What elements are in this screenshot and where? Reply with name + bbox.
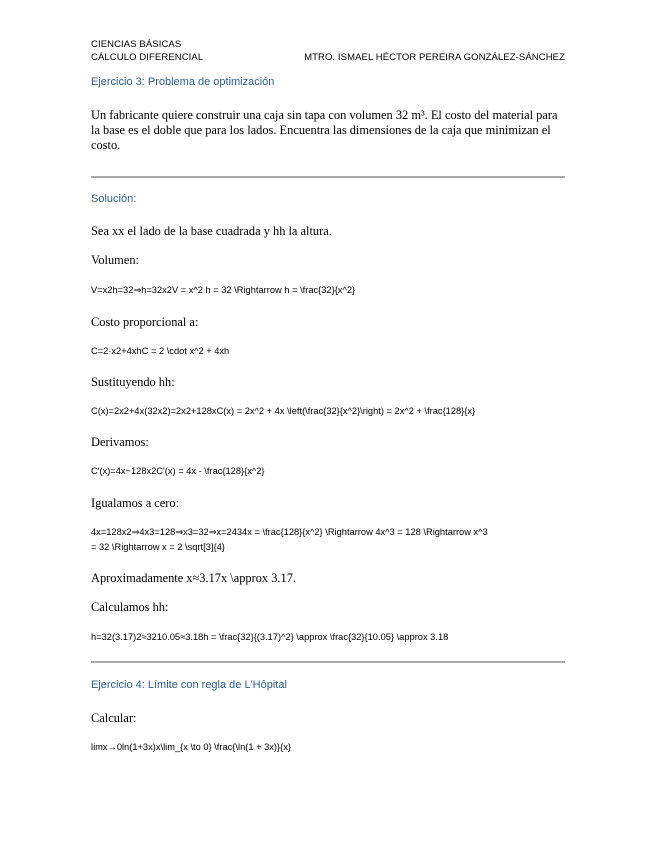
- exercise4-heading: Ejercicio 4: Límite con regla de L'Hôpital: [91, 679, 287, 691]
- zero-formula-line2: = 32 \Rightarrow x = 2 \sqrt[3]{4}: [91, 542, 225, 552]
- header-row: [91, 51, 565, 64]
- page-header: [91, 38, 565, 64]
- cost-formula: C=2·x2+4xhC = 2 \cdot x^2 + 4xh: [91, 346, 230, 356]
- header-institution: CIENCIAS BÁSICAS: [91, 39, 182, 50]
- h-formula: h=32(3.17)2≈3210.05≈3.18h = \frac{32}{(3.17)^2} \approx \frac{32}{10.05} \approx 3.18: [91, 632, 449, 642]
- divider-2: [91, 661, 565, 663]
- derive-formula: C′(x)=4x−128x2C'(x) = 4x - \frac{128}{x^2}: [91, 466, 265, 476]
- volume-label: Volumen:: [91, 253, 139, 267]
- solution-intro: Sea xx el lado de la base cuadrada y hh la altura.: [91, 224, 332, 238]
- substitute-label: Sustituyendo hh:: [91, 375, 175, 389]
- cost-label: Costo proporcional a:: [91, 315, 199, 329]
- calc-h-label: Calculamos hh:: [91, 600, 169, 614]
- zero-label: Igualamos a cero:: [91, 496, 180, 510]
- volume-formula: V=x2h=32⇒h=32x2V = x^2 h = 32 \Rightarrow h = \frac{32}{x^2}: [91, 285, 356, 295]
- exercise3-statement: Un fabricante quiere construir una caja sin tapa con volumen 32 m³. El costo del material para la base es el doble que para los lados. Encuentra las dimensiones de la caja que minimizan el costo.: [91, 108, 558, 152]
- header-author: MTRO. ISMAEL HÉCTOR PEREIRA GONZÁLEZ-SÁNCHEZ: [304, 52, 565, 63]
- derive-label: Derivamos:: [91, 435, 149, 449]
- divider-1: [91, 176, 565, 178]
- substitute-formula: C(x)=2x2+4x(32x2)=2x2+128xC(x) = 2x^2 + 4x \left(\frac{32}{x^2}\right) = 2x^2 + \frac{128}{x}: [91, 406, 476, 416]
- exercise3-heading: Ejercicio 3: Problema de optimización: [91, 76, 275, 88]
- limit-formula: lim⁡x→0ln⁡(1+3x)x\lim_{x \to 0} \frac{\ln(1 + 3x)}{x}: [91, 742, 291, 752]
- calc-label: Calcular:: [91, 711, 137, 725]
- zero-formula-line1: 4x=128x2⇒4x3=128⇒x3=32⇒x=2434x = \frac{128}{x^2} \Rightarrow 4x^3 = 128 \Rightarrow x^3: [91, 527, 488, 537]
- header-course: CÁLCULO DIFERENCIAL: [91, 52, 204, 63]
- approx-text: Aproximadamente x≈3.17x \approx 3.17.: [91, 571, 297, 585]
- solution-heading: Solución:: [91, 193, 137, 205]
